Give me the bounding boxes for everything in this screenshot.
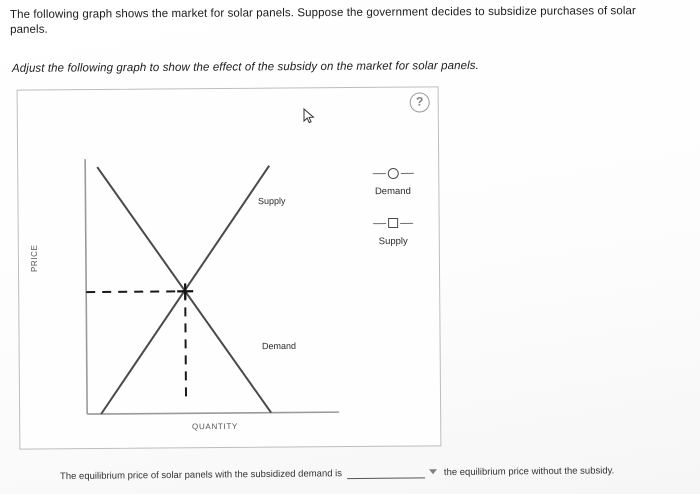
demand-curve-label: Demand [261, 340, 297, 352]
question-text-after: the equilibrium price without the subsidy. [443, 465, 615, 479]
chevron-down-icon[interactable] [429, 469, 437, 474]
legend-key-demand[interactable] [358, 165, 428, 181]
instruction-text: Adjust the following graph to show the effect of the subsidy on the market for solar panels. [11, 59, 479, 75]
y-axis-label: PRICE [30, 244, 39, 272]
legend-label-supply: Supply [378, 235, 408, 248]
equilibrium-price-guide [86, 291, 185, 292]
legend-key-supply[interactable] [358, 215, 428, 231]
x-axis-label: QUANTITY [191, 421, 239, 432]
answer-dropdown[interactable] [347, 467, 425, 479]
legend-line-right-icon [400, 172, 413, 173]
equilibrium-quantity-guide [185, 291, 186, 396]
legend-line-right-icon [400, 222, 413, 223]
legend-line-left-icon [373, 223, 386, 224]
question-text-before: The equilibrium price of solar panels with the subsidized demand is [59, 468, 343, 483]
circle-marker-icon [387, 167, 398, 178]
legend-label-demand: Demand [374, 185, 411, 198]
x-axis [87, 412, 339, 414]
mouse-cursor-icon [303, 108, 315, 124]
y-axis [85, 159, 87, 414]
help-icon[interactable]: ? [410, 92, 430, 112]
graph-canvas[interactable] [17, 86, 440, 447]
legend[interactable] [358, 165, 429, 247]
square-marker-icon [388, 218, 398, 228]
supply-curve-label: Supply [257, 195, 286, 207]
legend-line-left-icon [372, 173, 385, 174]
prompt-text: The following graph shows the market for solar panels. Suppose the government decides to subsidize purchases of solar panels. [9, 5, 636, 36]
